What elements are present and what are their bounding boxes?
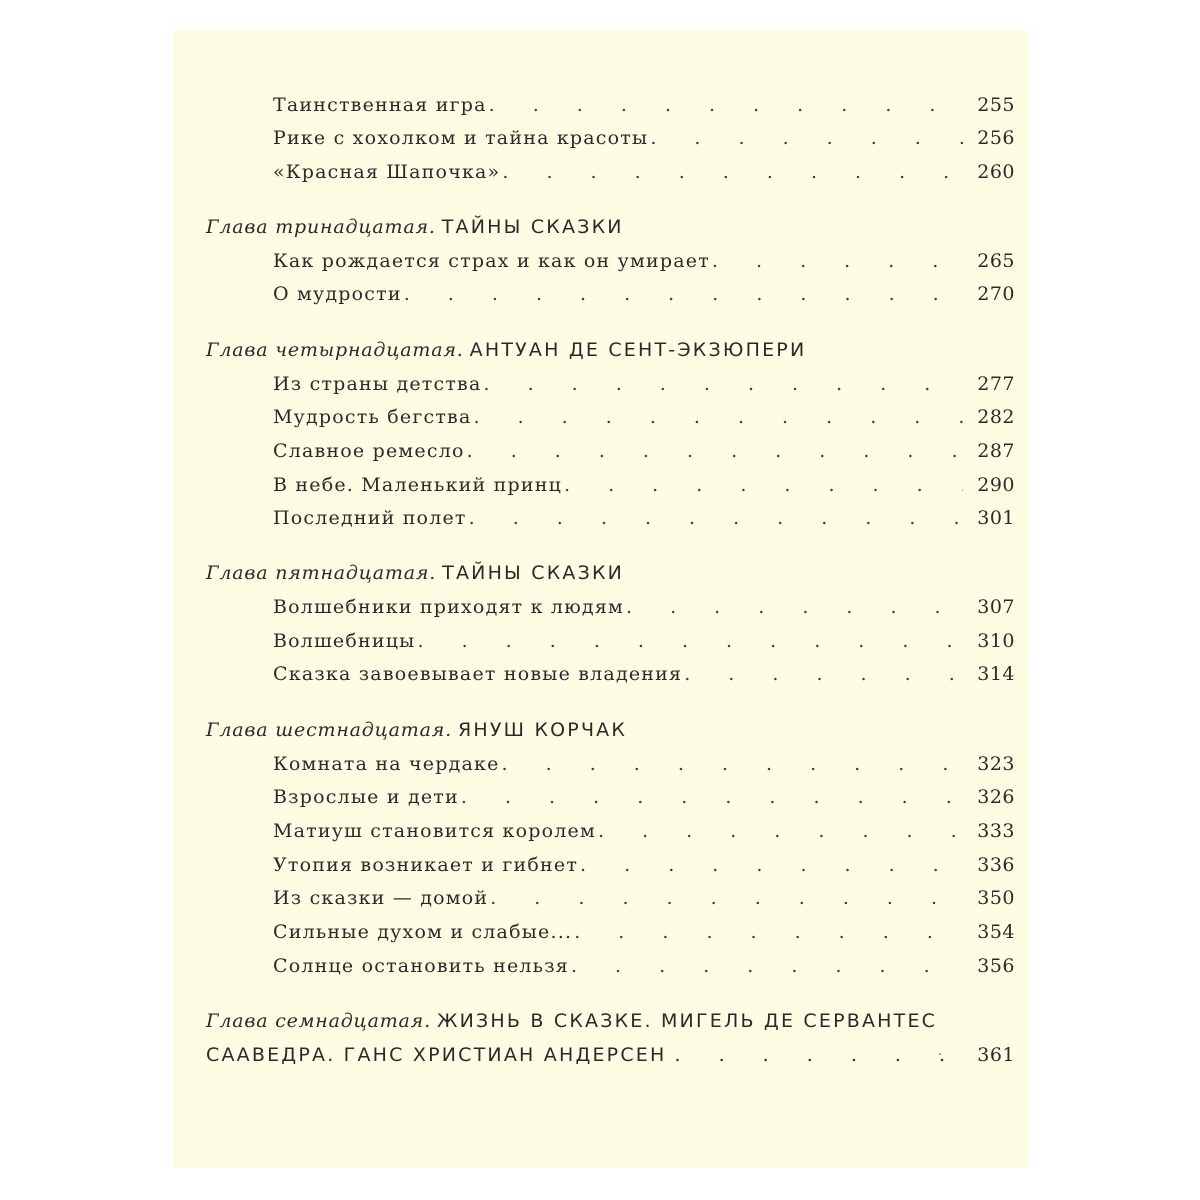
page-number: 255 [977,94,1015,116]
dot-leader [502,161,963,183]
chapter-name: ЖИЗНЬ В СКАЗКЕ. МИГЕЛЬ ДЕ СЕРВАНТЕС [436,1010,938,1032]
entry-title: Последний полет [273,507,467,529]
toc-entry [273,127,1015,161]
page-number: 270 [977,283,1015,305]
page-number: 260 [977,161,1015,183]
book-page [173,30,1028,1168]
page-number: 354 [977,921,1015,943]
chapter-label: Глава шестнадцатая. [206,719,452,741]
toc-entry [273,507,1015,541]
page-number: 290 [977,474,1015,496]
page-number: 314 [977,663,1015,685]
entry-title: Сильные духом и слабые... [273,921,573,943]
dot-leader [404,283,963,305]
chapter-name: ТАЙНЫ СКАЗКИ [442,562,625,584]
page-number: 307 [977,596,1015,618]
dot-leader [580,854,963,876]
dot-leader [467,440,963,462]
dot-leader [418,630,964,652]
page-number: 361 [977,1044,1015,1066]
chapter-name: ТАЙНЫ СКАЗКИ [441,216,624,238]
toc-entry [273,630,1015,664]
toc-entry [273,753,1015,787]
toc-entry [273,955,1015,989]
entry-title: «Красная Шапочка» [273,161,501,183]
chapter-heading [206,339,1006,375]
chapter-name-continuation: СААВЕДРА. ГАНС ХРИСТИАН АНДЕРСЕН [206,1044,667,1066]
entry-title: О мудрости [273,283,402,305]
toc-entry [273,406,1015,440]
toc-entry [273,820,1015,854]
entry-title: Из страны детства [273,373,482,395]
page-number: 287 [977,440,1015,462]
page-number: 301 [977,507,1015,529]
dot-leader [483,373,963,395]
chapter-heading [206,562,1006,598]
paper-speck [939,1053,941,1055]
entry-title: Комната на чердаке [273,753,500,775]
toc-entry [273,921,1015,955]
page-number: 256 [977,127,1015,149]
entry-title: Утопия возникает и гибнет [273,854,579,876]
page-number: 282 [977,406,1015,428]
dot-leader [650,127,963,149]
entry-title: Матиуш становится королем [273,820,596,842]
entry-title: Рике с хохолком и тайна красоты [273,127,649,149]
page-number: 265 [977,250,1015,272]
dot-leader [626,596,963,618]
entry-title: Волшебницы [273,630,416,652]
entry-title: Взрослые и дети [273,786,459,808]
chapter-label: Глава тринадцатая. [206,216,436,238]
toc-entry [273,854,1015,888]
dot-leader [461,786,963,808]
dot-leader [598,820,963,842]
entry-title: Таинственная игра [273,94,487,116]
dot-leader [564,474,963,496]
dot-leader [571,955,963,977]
toc-entry [273,474,1015,508]
table-of-contents [173,30,1028,1168]
dot-leader [474,406,964,428]
toc-entry [273,786,1015,820]
page-number: 310 [977,630,1015,652]
dot-leader [489,94,963,116]
dot-leader [684,663,963,685]
entry-title: Сказка завоевывает новые владения [273,663,683,685]
page-number: 356 [977,955,1015,977]
dot-leader [574,921,963,943]
entry-title: Волшебники приходят к людям [273,596,624,618]
toc-entry [273,663,1015,697]
entry-title: Солнце остановить нельзя [273,955,569,977]
page-number: 333 [977,820,1015,842]
chapter-label: Глава четырнадцатая. [206,339,464,361]
chapter-label: Глава пятнадцатая. [206,562,437,584]
page-number: 323 [977,753,1015,775]
chapter-heading [206,216,1006,252]
entry-title: В небе. Маленький принц [273,474,562,496]
toc-entry [273,596,1015,630]
entry-title: Славное ремесло [273,440,465,462]
dot-leader [712,250,963,272]
dot-leader [675,1044,972,1066]
page-number: 277 [977,373,1015,395]
dot-leader [490,887,963,909]
chapter-label: Глава семнадцатая. [206,1010,431,1032]
entry-title: Мудрость бегства [273,406,472,428]
dot-leader [469,507,963,529]
dot-leader [502,753,963,775]
entry-title: Из сказки — домой [273,887,489,909]
toc-entry [273,283,1015,317]
toc-entry [273,161,1015,195]
entry-title: Как рождается страх и как он умирает [273,250,710,272]
toc-entry [273,94,1015,128]
chapter-heading-continuation [206,1044,1015,1080]
page-number: 326 [977,786,1015,808]
chapter-name: АНТУАН ДЕ СЕНТ-ЭКЗЮПЕРИ [469,339,807,361]
chapter-heading [206,719,1006,755]
chapter-heading [206,1010,1006,1046]
page-number: 350 [977,887,1015,909]
chapter-name: ЯНУШ КОРЧАК [458,719,628,741]
page-number: 336 [977,854,1015,876]
toc-entry [273,373,1015,407]
toc-entry [273,250,1015,284]
toc-entry [273,887,1015,921]
toc-entry [273,440,1015,474]
